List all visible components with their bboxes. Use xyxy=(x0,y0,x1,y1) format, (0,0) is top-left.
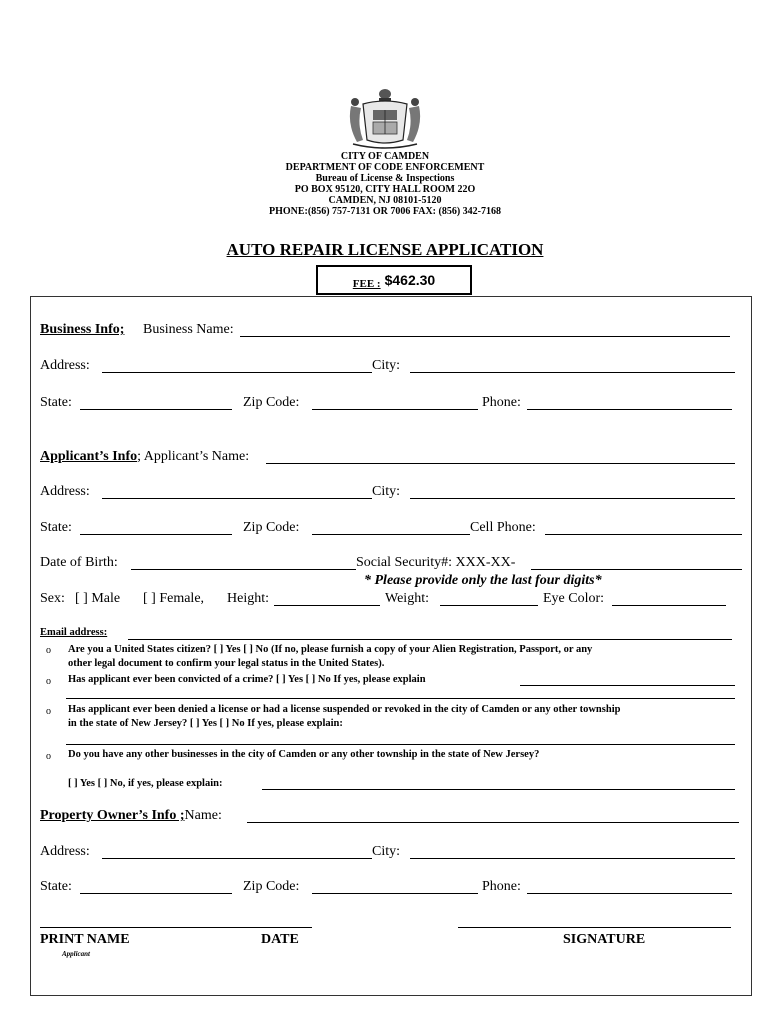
applicant-city-field[interactable] xyxy=(410,498,735,499)
applicant-ssn-label: Social Security#: XXX-XX- xyxy=(356,555,516,570)
email-field[interactable] xyxy=(128,639,732,640)
fee-label: FEE : xyxy=(352,278,381,290)
bullet-q3: o xyxy=(46,706,51,717)
owner-zip-field[interactable] xyxy=(312,893,478,894)
fee-amount: $462.30 xyxy=(384,272,436,288)
header-city: CITY OF CAMDEN xyxy=(340,151,430,162)
weight-field[interactable] xyxy=(440,605,538,606)
bullet-q4: o xyxy=(46,751,51,762)
business-city-field[interactable] xyxy=(410,372,735,373)
applicant-dob-label: Date of Birth: xyxy=(40,555,118,570)
owner-address-label: Address: xyxy=(40,844,90,859)
other-business-answer: [ ] Yes [ ] No, if yes, please explain: xyxy=(68,778,223,789)
business-name-field[interactable] xyxy=(240,336,730,337)
business-phone-field[interactable] xyxy=(527,409,732,410)
sex-female-checkbox[interactable]: [ ] Female, xyxy=(143,591,205,606)
date-label: DATE xyxy=(261,932,299,947)
applicant-city-label: City: xyxy=(372,484,401,499)
sex-label: Sex: xyxy=(40,591,65,606)
print-name-label: PRINT NAME xyxy=(40,932,130,947)
question-citizen: Are you a United States citizen? [ ] Yes [ ] No (If no, please furnish a copy of your Alien Registration, Passport, or any xyxy=(68,644,593,655)
owner-phone-field[interactable] xyxy=(527,893,732,894)
owner-heading-row xyxy=(40,808,222,824)
owner-state-field[interactable] xyxy=(80,893,232,894)
owner-name-field[interactable] xyxy=(247,822,739,823)
applicant-address-label: Address: xyxy=(40,484,90,499)
header-bureau: Bureau of License & Inspections xyxy=(315,173,455,184)
signature-label: SIGNATURE xyxy=(563,932,646,947)
owner-state-label: State: xyxy=(40,879,72,894)
applicant-address-field[interactable] xyxy=(102,498,372,499)
applicant-zip-field[interactable] xyxy=(312,534,470,535)
weight-label: Weight: xyxy=(385,591,429,606)
email-label: Email address: xyxy=(40,627,108,638)
city-seal-icon xyxy=(343,84,427,150)
owner-phone-label: Phone: xyxy=(482,879,521,894)
question-license-denied: Has applicant ever been denied a license or had a license suspended or revoked in the city of Camden or any other township xyxy=(68,704,621,715)
applicant-dob-field[interactable] xyxy=(131,569,356,570)
business-name-label: Business Name: xyxy=(143,322,234,337)
ssn-note: * Please provide only the last four digits* xyxy=(364,573,602,588)
page-title: AUTO REPAIR LICENSE APPLICATION xyxy=(226,240,544,259)
business-address-field[interactable] xyxy=(102,372,372,373)
owner-zip-label: Zip Code: xyxy=(243,879,300,894)
question-crime: Has applicant ever been convicted of a crime? [ ] Yes [ ] No If yes, please explain xyxy=(68,674,426,685)
header-po-box: PO BOX 95120, CITY HALL ROOM 22O xyxy=(294,184,476,195)
owner-address-field[interactable] xyxy=(102,858,372,859)
business-zip-label: Zip Code: xyxy=(243,395,300,410)
business-heading: Business Info; xyxy=(40,322,125,337)
crime-explain-field[interactable] xyxy=(520,685,735,686)
applicant-state-field[interactable] xyxy=(80,534,232,535)
business-address-label: Address: xyxy=(40,358,90,373)
header-phone: PHONE:(856) 757-7131 OR 7006 FAX: (856) 342-7168 xyxy=(268,206,501,217)
bullet-q1: o xyxy=(46,645,51,656)
owner-city-label: City: xyxy=(372,844,401,859)
eye-color-label: Eye Color: xyxy=(543,591,605,606)
question-citizen-cont: other legal document to confirm your legal status in the United States). xyxy=(68,658,385,669)
business-state-field[interactable] xyxy=(80,409,232,410)
applicant-name-label: Applicant’s Name: xyxy=(143,449,250,464)
other-business-explain-field[interactable] xyxy=(262,789,735,790)
applicant-heading-sep: ; xyxy=(137,449,142,464)
owner-name-label: Name: xyxy=(184,808,222,823)
question-license-denied-cont: in the state of New Jersey? [ ] Yes [ ] No If yes, please explain: xyxy=(68,718,343,729)
question-other-business: Do you have any other businesses in the city of Camden or any other township in the state of New Jersey? xyxy=(68,749,540,760)
business-state-label: State: xyxy=(40,395,72,410)
business-zip-field[interactable] xyxy=(312,409,478,410)
applicant-name-field[interactable] xyxy=(266,463,735,464)
applicant-zip-label: Zip Code: xyxy=(243,520,300,535)
print-name-date-line[interactable] xyxy=(40,927,312,928)
applicant-caption: Applicant xyxy=(62,950,91,958)
business-city-label: City: xyxy=(372,358,401,373)
eye-color-field[interactable] xyxy=(612,605,726,606)
owner-city-field[interactable] xyxy=(410,858,735,859)
fee-box xyxy=(316,265,472,295)
sex-male-checkbox[interactable]: [ ] Male xyxy=(75,591,121,606)
header-city-state: CAMDEN, NJ 08101-5120 xyxy=(328,195,442,206)
applicant-heading: Applicant’s Info xyxy=(40,449,138,464)
signature-line[interactable] xyxy=(458,927,731,928)
bullet-q2: o xyxy=(46,676,51,687)
applicant-state-label: State: xyxy=(40,520,72,535)
applicant-cell-label: Cell Phone: xyxy=(470,520,536,535)
applicant-ssn-field[interactable] xyxy=(531,569,742,570)
applicant-heading-row xyxy=(40,449,249,465)
crime-explain-field-2[interactable] xyxy=(66,698,735,699)
header-department: DEPARTMENT OF CODE ENFORCEMENT xyxy=(285,162,485,173)
license-explain-field[interactable] xyxy=(66,744,735,745)
height-label: Height: xyxy=(227,591,269,606)
height-field[interactable] xyxy=(274,605,380,606)
business-phone-label: Phone: xyxy=(482,395,521,410)
applicant-cell-field[interactable] xyxy=(545,534,742,535)
owner-heading: Property Owner’s Info ; xyxy=(40,808,185,823)
